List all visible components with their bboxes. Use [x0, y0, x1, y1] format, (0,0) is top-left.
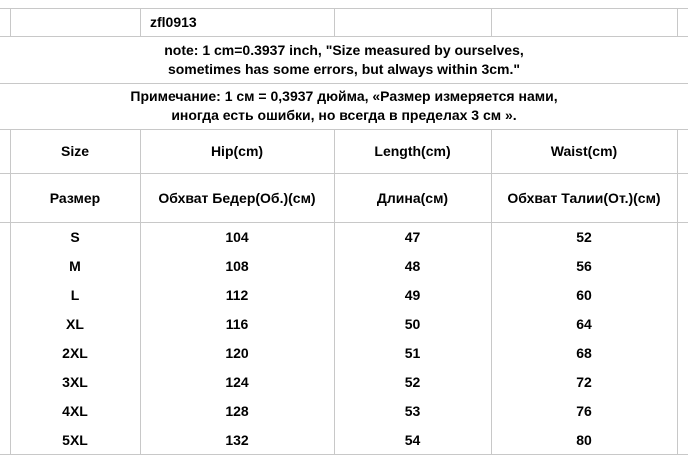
note-russian-line-2: иногда есть ошибки, но всегда в пределах 3 см ». [171, 107, 517, 123]
size-cell[interactable]: XL [66, 315, 84, 332]
waist-cell[interactable]: 76 [576, 402, 592, 419]
table-row [0, 367, 688, 396]
length-cell[interactable]: 50 [404, 315, 421, 332]
size-cell[interactable]: L [70, 286, 80, 303]
hip-cell[interactable]: 116 [225, 315, 249, 332]
hip-cell[interactable]: 108 [225, 257, 249, 274]
waist-cell[interactable]: 60 [576, 286, 592, 303]
waist-cell[interactable]: 64 [576, 315, 592, 332]
table-row [0, 396, 688, 425]
table-row [0, 309, 688, 338]
hip-cell[interactable]: 120 [225, 344, 249, 361]
code-cell[interactable]: zfl0913 [150, 14, 197, 30]
waist-cell[interactable]: Waist(cm) [550, 143, 618, 159]
size-cell[interactable]: 3XL [62, 373, 88, 390]
waist-cell[interactable]: 56 [576, 257, 592, 274]
length-cell[interactable]: Длина(см) [376, 189, 449, 206]
note-english-line-2: sometimes has some errors, but always within 3cm." [167, 61, 521, 77]
length-cell[interactable]: 51 [404, 344, 421, 361]
header-row-english [0, 129, 688, 173]
size-cell[interactable]: 2XL [62, 344, 88, 361]
waist-cell[interactable]: Обхват Талии(От.)(см) [507, 189, 661, 206]
size-cell[interactable]: 5XL [62, 431, 88, 448]
size-cell[interactable]: S [70, 228, 80, 245]
hip-cell[interactable]: 124 [225, 373, 249, 390]
table-row [0, 222, 688, 251]
hip-cell[interactable]: 132 [225, 431, 249, 448]
hip-cell[interactable]: Обхват Бедер(Об.)(см) [158, 189, 316, 206]
code-row [0, 8, 688, 36]
waist-cell[interactable]: 52 [576, 228, 592, 245]
length-cell[interactable]: 48 [404, 257, 421, 274]
length-cell[interactable]: 49 [404, 286, 421, 303]
note-english-line-1: note: 1 cm=0.3937 inch, "Size measured by ourselves, [164, 42, 524, 58]
hip-cell[interactable]: 112 [225, 286, 249, 303]
length-cell[interactable]: 52 [404, 373, 421, 390]
hip-cell[interactable]: 104 [225, 228, 249, 245]
header-row-russian [0, 173, 688, 222]
length-cell[interactable]: Length(cm) [374, 143, 451, 159]
length-cell[interactable]: 47 [404, 228, 421, 245]
table-row [0, 425, 688, 454]
size-cell[interactable]: Размер [49, 189, 101, 206]
note-russian [0, 83, 688, 129]
hip-cell[interactable]: 128 [225, 402, 249, 419]
waist-cell[interactable]: 72 [576, 373, 592, 390]
table-row [0, 280, 688, 309]
table-row [0, 251, 688, 280]
hip-cell[interactable]: Hip(cm) [210, 143, 264, 159]
note-russian-line-1: Примечание: 1 см = 0,3937 дюйма, «Размер измеряется нами, [130, 88, 558, 104]
note-english [0, 37, 688, 83]
table-row [0, 338, 688, 367]
length-cell[interactable]: 54 [404, 431, 421, 448]
waist-cell[interactable]: 68 [576, 344, 592, 361]
size-cell[interactable]: 4XL [62, 402, 88, 419]
size-cell[interactable]: Size [60, 143, 89, 159]
length-cell[interactable]: 53 [404, 402, 421, 419]
size-cell[interactable]: M [69, 257, 81, 274]
waist-cell[interactable]: 80 [576, 431, 592, 448]
